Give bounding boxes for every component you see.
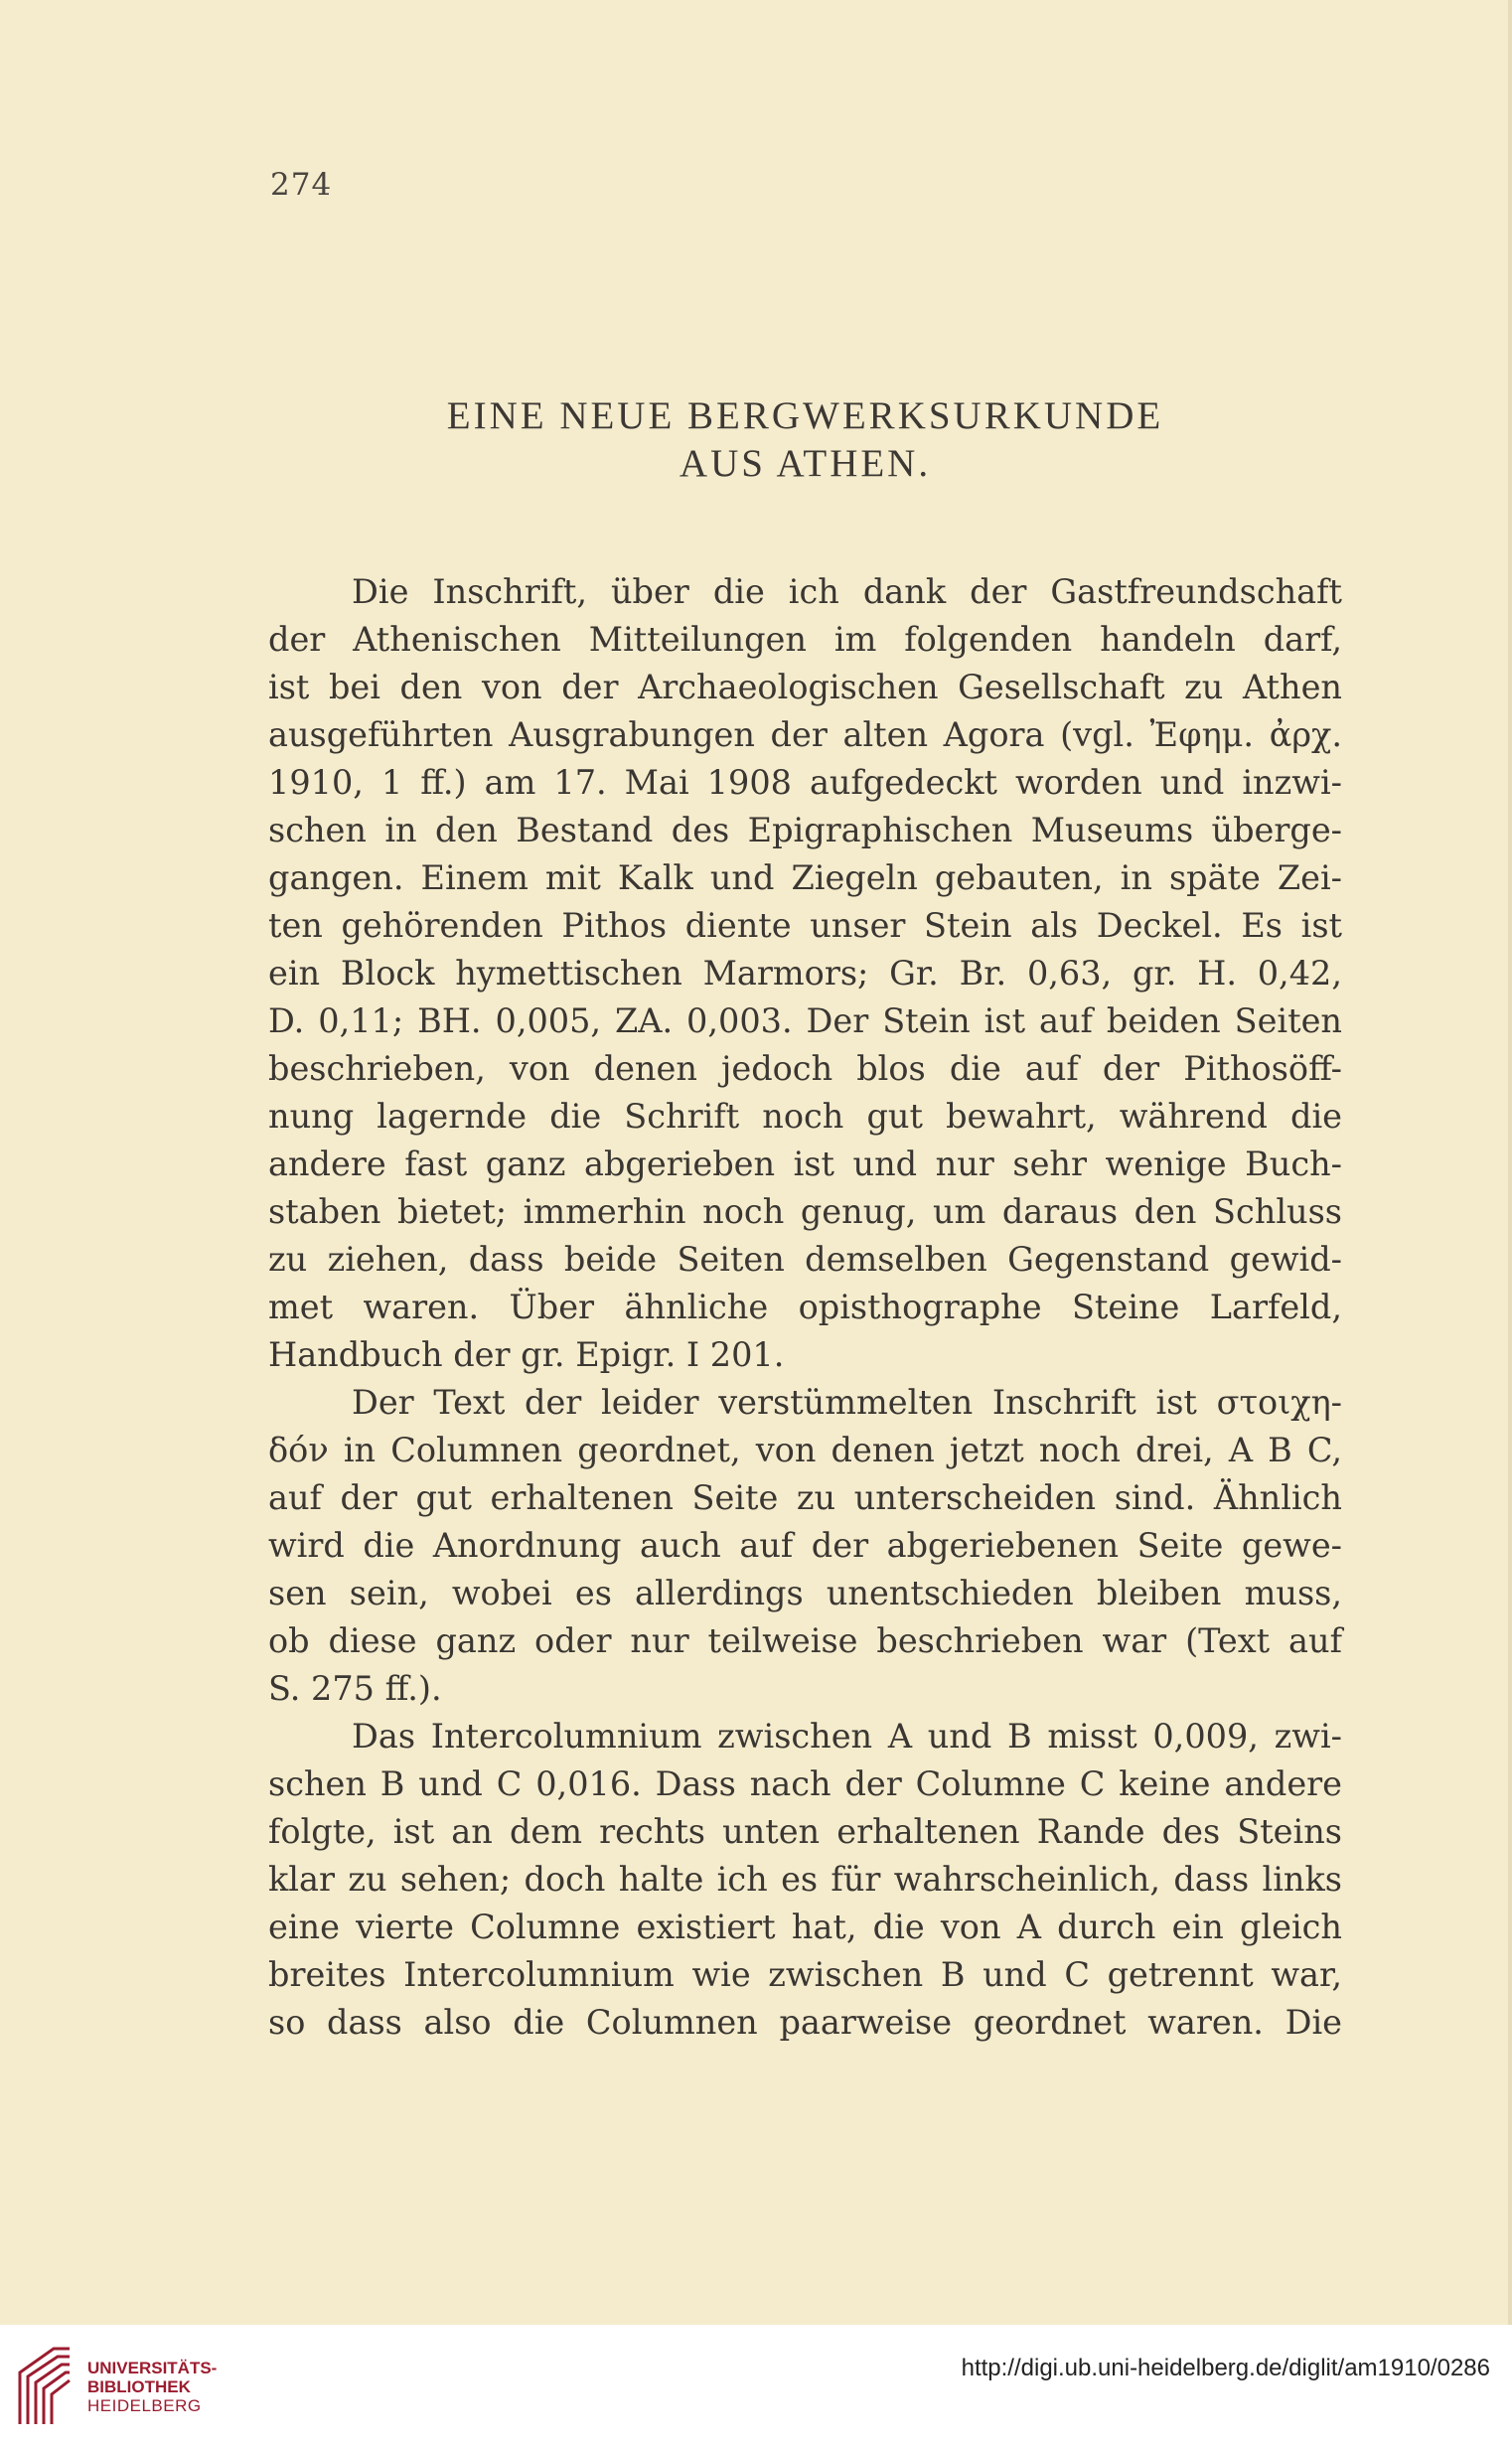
body-line: ist bei den von der Archaeologischen Gesellschaft zu Athen [268,668,1342,706]
body-line: met waren. Über ähnliche opisthographe Steine Larfeld, [268,1288,1342,1326]
body-line: ten gehörenden Pithos diente unser Stein als Deckel. Es ist [268,906,1342,945]
body-line: auf der gut erhaltenen Seite zu unterscheiden sind. Ähnlich [268,1478,1342,1517]
body-line: der Athenischen Mitteilungen im folgenden handeln darf, [268,620,1342,659]
body-line: beschrieben, von denen jedoch blos die auf der Pithosöff- [268,1049,1342,1088]
permalink-url[interactable]: http://digi.ub.uni-heidelberg.de/diglit/am1910/0286 [961,2355,1490,2381]
library-name[interactable] [87,2359,217,2415]
body-line: schen B und C 0,016. Dass nach der Columne C keine andere [268,1764,1342,1803]
body-line: schen in den Bestand des Epigraphischen Museums überge- [268,811,1342,849]
heidelberg-library-logo-icon[interactable] [14,2343,76,2428]
page-number: 274 [270,167,333,203]
body-line: wird die Anordnung auch auf der abgeriebenen Seite gewe- [268,1526,1342,1565]
body-line: ob diese ganz oder nur teilweise beschrieben war (Text auf [268,1621,1342,1660]
body-line: staben bietet; immerhin noch genug, um daraus den Schluss [268,1192,1342,1231]
body-line: D. 0,11; BH. 0,005, ZA. 0,003. Der Stein ist auf beiden Seiten [268,1001,1342,1040]
body-line: 1910, 1 ff.) am 17. Mai 1908 aufgedeckt worden und inzwi- [268,763,1342,802]
body-line: Die Inschrift, über die ich dank der Gastfreundschaft [352,572,1342,611]
body-line: folgte, ist an dem rechts unten erhaltenen Rande des Steins [268,1812,1342,1851]
body-line: nung lagernde die Schrift noch gut bewahrt, während die [268,1097,1342,1136]
library-name-line-2: BIBLIOTHEK [87,2377,191,2396]
body-line: Der Text der leider verstümmelten Inschrift ist στοιχη- [352,1383,1342,1422]
body-line: ein Block hymettischen Marmors; Gr. Br. 0,63, gr. H. 0,42, [268,954,1342,993]
body-line: sen sein, wobei es allerdings unentschieden bleiben muss, [268,1574,1342,1612]
body-line: gangen. Einem mit Kalk und Ziegeln gebauten, in späte Zei- [268,858,1342,897]
body-line: klar zu sehen; doch halte ich es für wahrscheinlich, dass links [268,1860,1342,1899]
body-line: zu ziehen, dass beide Seiten demselben Gegenstand gewid- [268,1240,1342,1279]
body-line: ausgeführten Ausgrabungen der alten Agora (vgl. Ἐφημ. ἀρχ. [268,715,1342,754]
body-line: S. 275 ff.). [268,1669,442,1708]
body-line: breites Intercolumnium wie zwischen B und C getrennt war, [268,1955,1342,1994]
library-name-line-3: HEIDELBERG [87,2396,202,2415]
article-title-line-1: EINE NEUE BERGWERKSURKUNDE [446,394,1164,437]
body-line: δόν in Columnen geordnet, von denen jetzt noch drei, A B C, [268,1431,1342,1469]
body-line: andere fast ganz abgerieben ist und nur sehr wenige Buch- [268,1145,1342,1183]
article-body [268,568,1342,2047]
body-line: so dass also die Columnen paarweise geordnet waren. Die [268,2003,1342,2042]
article-title-line-2: AUS ATHEN. [679,442,932,485]
body-line: eine vierte Columne existiert hat, die von A durch ein gleich [268,1908,1342,1946]
page-edge [1508,0,1512,2325]
body-line: Handbuch der gr. Epigr. I 201. [268,1335,785,1374]
body-line: Das Intercolumnium zwischen A und B misst 0,009, zwi- [352,1717,1342,1756]
library-name-line-1: UNIVERSITÄTS- [87,2359,218,2377]
digitization-footer [0,2325,1512,2446]
